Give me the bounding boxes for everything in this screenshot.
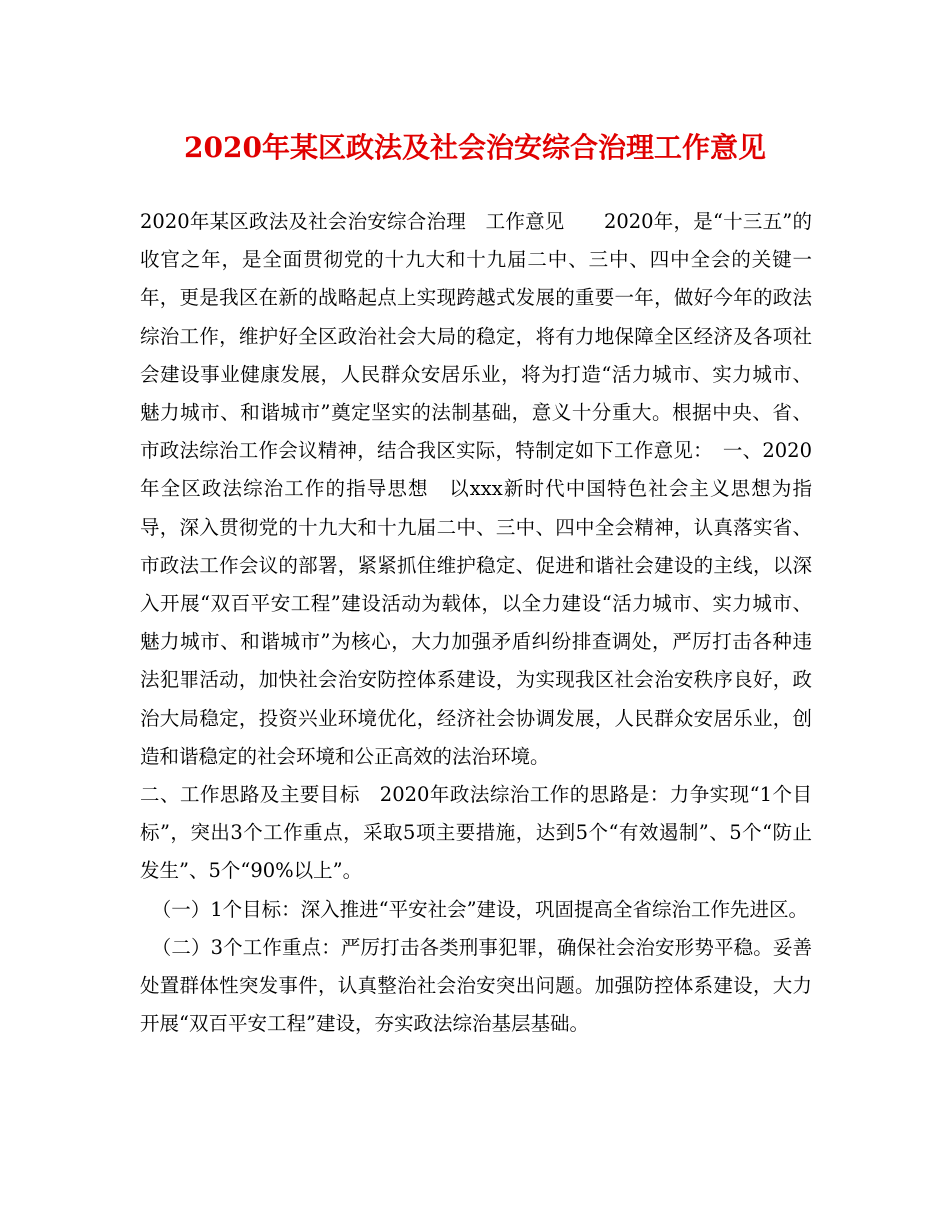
paragraph-intro-and-guiding-thought: 2020年某区政法及社会治安综合治理 工作意见 2020年，是“十三五”的收官之年，是全面贯彻党的十九大和十九届二中、三中、四中全会的关键一年，更是我区在新的战略起点上实现跨越式发展的重要一年，做好今年的政法综治工作，维护好全区政治社会大局的稳定，将有力地保障全区经济及各项社会建设事业健康发展，人民群众安居乐业，将为打造“活力城市、实力城市、魅力城市、和谐城市”奠定坚实的法制基础，意义十分重大。根据中央、省、市政法综治工作会议精神，结合我区实际，特制定如下工作意见： 一、2020年全区政法综治工作的指导思想 以xxx新时代中国特色社会主义思想为指导，深入贯彻党的十九大和十九届二中、三中、四中全会精神，认真落实省、市政法工作会议的部署，紧紧抓住维护稳定、促进和谐社会建设的主线，以深入开展“双百平安工程”建设活动为载体，以全力建设“活力城市、实力城市、魅力城市、和谐城市”为核心，大力加强矛盾纠纷排查调处，严厉打击各种违法犯罪活动，加快社会治安防控体系建设，为实现我区社会治安秩序良好，政治大局稳定，投资兴业环境优化，经济社会协调发展，人民群众安居乐业，创造和谐稳定的社会环境和公正高效的法治环境。 <box>140 210 812 768</box>
paragraph-one-goal: （一）1个目标：深入推进“平安社会”建设，巩固提高全省综治工作先进区。 <box>151 897 809 921</box>
document-body <box>140 203 812 1043</box>
paragraph-three-key-points: （二）3个工作重点：严厉打击各类刑事犯罪，确保社会治安形势平稳。妥善处置群体性突发事件，认真整治社会治安突出问题。加强防控体系建设，大力开展“双百平安工程”建设，夯实政法综治基层基础。 <box>140 935 812 1036</box>
paragraph-work-ideas-and-goals: 二、工作思路及主要目标 2020年政法综治工作的思路是：力争实现“1个目标”，突出3个工作重点，采取5项主要措施，达到5个“有效遏制”、5个“防止发生”、5个“90%以上”。 <box>140 783 812 883</box>
document-title: 2020年某区政法及社会治安综合治理工作意见 <box>184 131 766 164</box>
